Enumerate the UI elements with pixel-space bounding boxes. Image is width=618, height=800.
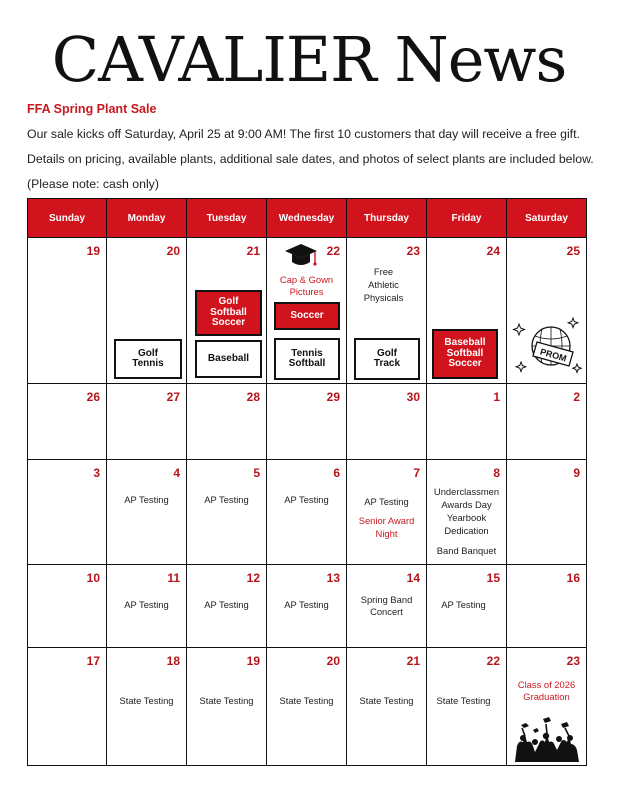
event-text: State Testing <box>119 695 174 706</box>
header-sunday: Sunday <box>28 199 107 238</box>
calendar <box>27 198 587 766</box>
day-cell <box>107 648 187 766</box>
day-number: 19 <box>86 244 100 258</box>
header-tuesday: Tuesday <box>187 199 267 238</box>
header-monday: Monday <box>107 199 187 238</box>
day-number: 17 <box>86 654 100 668</box>
day-number: 1 <box>493 390 500 404</box>
event-text: Free Athletic Physicals <box>363 266 404 303</box>
day-cell <box>267 460 347 565</box>
event-text: Spring Band Concert <box>360 594 413 617</box>
day-number: 10 <box>86 571 100 585</box>
calendar-header-row <box>28 199 587 238</box>
day-cell <box>187 460 267 565</box>
event-text: AP Testing <box>441 599 486 610</box>
event-text: AP Testing <box>204 494 249 505</box>
day-cell <box>347 565 427 648</box>
day-cell <box>347 238 427 384</box>
graduation-cap-icon <box>283 242 319 270</box>
day-number: 21 <box>246 244 260 258</box>
day-cell <box>267 238 347 384</box>
week-row-4 <box>28 565 587 648</box>
day-number: 23 <box>406 244 420 258</box>
day-number: 12 <box>246 571 260 585</box>
event-text: State Testing <box>359 695 414 706</box>
event-text: State Testing <box>199 695 254 706</box>
day-cell <box>507 648 587 766</box>
day-number: 18 <box>166 654 180 668</box>
day-cell <box>107 565 187 648</box>
day-number: 20 <box>166 244 180 258</box>
day-number: 11 <box>167 571 180 585</box>
home-game-box: Soccer <box>274 302 340 330</box>
newsletter-title: CAVALIER News <box>51 23 567 96</box>
day-cell <box>427 384 507 460</box>
header-saturday: Saturday <box>507 199 587 238</box>
day-number: 16 <box>566 571 580 585</box>
day-number: 7 <box>413 466 420 480</box>
day-cell <box>28 460 107 565</box>
week-row-3 <box>28 460 587 565</box>
graduation-crowd-icon <box>513 716 579 762</box>
event-text: Band Banquet <box>436 545 497 556</box>
day-number: 13 <box>326 571 340 585</box>
event-text: AP Testing <box>284 494 329 505</box>
day-number: 25 <box>566 244 580 258</box>
day-cell <box>507 460 587 565</box>
day-cell <box>427 648 507 766</box>
event-text: Underclassmen Awards Day Yearbook Dedication <box>433 486 500 536</box>
day-number: 24 <box>486 244 500 258</box>
day-number: 23 <box>566 654 580 668</box>
day-cell <box>107 238 187 384</box>
event-text: State Testing <box>436 695 491 706</box>
event-text-highlight: Class of 2026 Graduation <box>517 679 576 702</box>
announcement-body: Our sale kicks off Saturday, April 25 at 9:00 AM! The first 10 customers that day will receive a free gift. Details on pricing, available plants, additional sale dates, and photos of select plants are included below. (Please note: cash only) <box>27 127 594 191</box>
day-cell <box>507 384 587 460</box>
week-row-1 <box>28 238 587 384</box>
day-number: 9 <box>573 466 580 480</box>
day-cell <box>107 460 187 565</box>
week-row-5 <box>28 648 587 766</box>
home-game-box: Golf Softball Soccer <box>195 290 262 336</box>
day-cell <box>427 565 507 648</box>
sports-event-box: Golf Track <box>354 338 420 380</box>
event-text: Cap & Gown Pictures <box>279 274 334 297</box>
day-cell <box>187 238 267 384</box>
header-thursday: Thursday <box>347 199 427 238</box>
event-text: AP Testing <box>364 496 409 507</box>
sports-event-box: Tennis Softball <box>274 338 340 380</box>
day-cell <box>107 384 187 460</box>
event-text: AP Testing <box>204 599 249 610</box>
sports-event-box: Golf Tennis <box>114 339 182 379</box>
day-cell <box>28 648 107 766</box>
day-cell <box>507 238 587 384</box>
day-number: 3 <box>93 466 100 480</box>
day-cell <box>507 565 587 648</box>
day-number: 8 <box>493 466 500 480</box>
day-number: 21 <box>406 654 420 668</box>
day-cell <box>187 565 267 648</box>
event-text-highlight: Senior Award Night <box>358 515 415 539</box>
announcement-heading: FFA Spring Plant Sale <box>27 102 157 116</box>
day-number: 22 <box>326 244 340 258</box>
event-text: AP Testing <box>124 494 169 505</box>
day-number: 2 <box>573 390 580 404</box>
event-text: State Testing <box>279 695 334 706</box>
day-number: 22 <box>486 654 500 668</box>
day-number: 29 <box>326 390 340 404</box>
day-cell <box>347 384 427 460</box>
day-number: 26 <box>86 390 100 404</box>
day-number: 19 <box>246 654 260 668</box>
header-friday: Friday <box>427 199 507 238</box>
day-number: 28 <box>246 390 260 404</box>
day-cell <box>28 384 107 460</box>
day-number: 5 <box>253 466 260 480</box>
event-text: AP Testing <box>124 599 169 610</box>
day-cell <box>267 648 347 766</box>
day-cell <box>267 384 347 460</box>
prom-badge-text: PROM <box>538 346 568 364</box>
day-cell <box>28 238 107 384</box>
day-cell <box>187 648 267 766</box>
day-cell <box>347 648 427 766</box>
day-number: 14 <box>406 571 420 585</box>
sports-event-box: Baseball <box>195 340 262 378</box>
day-cell <box>347 460 427 565</box>
day-number: 6 <box>333 466 340 480</box>
day-number: 4 <box>173 466 180 480</box>
week-row-2 <box>28 384 587 460</box>
day-number: 27 <box>166 390 180 404</box>
day-number: 15 <box>486 571 500 585</box>
day-number: 30 <box>406 390 420 404</box>
prom-disco-ball-icon <box>511 312 583 380</box>
day-cell <box>427 238 507 384</box>
day-cell <box>28 565 107 648</box>
day-cell <box>187 384 267 460</box>
day-cell <box>267 565 347 648</box>
event-text: AP Testing <box>284 599 329 610</box>
header-wednesday: Wednesday <box>267 199 347 238</box>
home-game-box: Baseball Softball Soccer <box>432 329 498 379</box>
day-number: 20 <box>326 654 340 668</box>
day-cell <box>427 460 507 565</box>
